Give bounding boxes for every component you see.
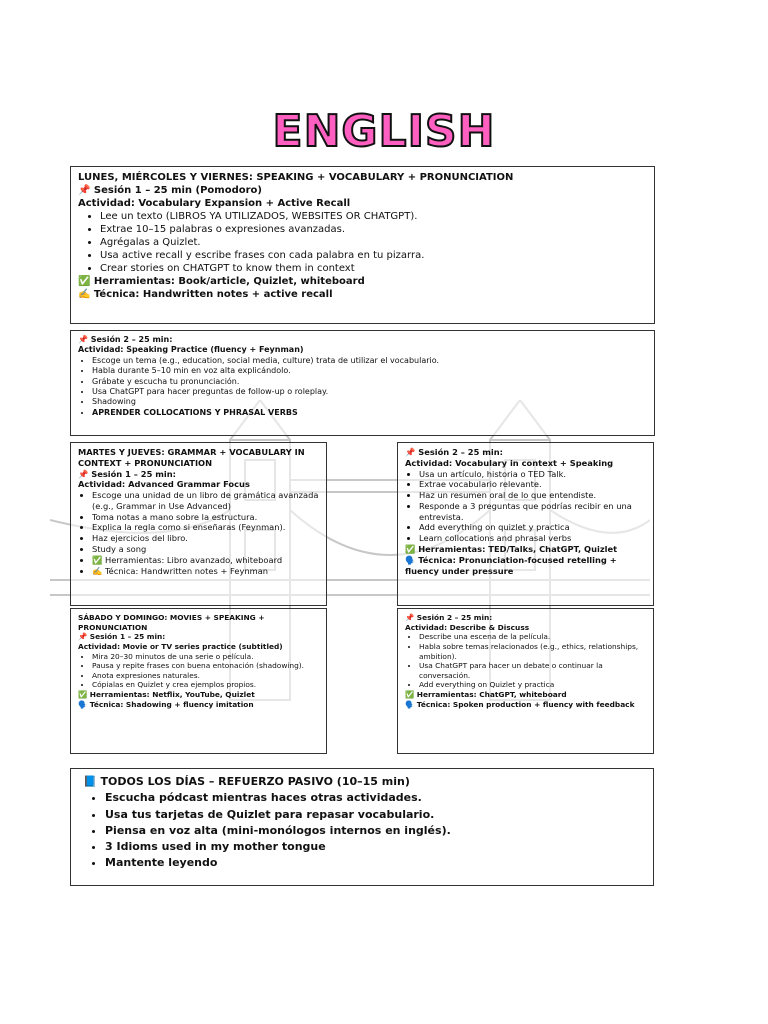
- daily-box: [70, 768, 654, 886]
- list-item: • Add everything on Quizlet y practica: [419, 680, 646, 690]
- list-item: • Usa ChatGPT para hacer preguntas de follow-up o roleplay.: [92, 387, 647, 397]
- daily-list: [83, 791, 641, 870]
- list-item: • Piensa en voz alta (mini-monólogos internos en inglés).: [105, 824, 641, 838]
- lmv-s1-session: 📌 Sesión 1 – 25 min (Pomodoro): [78, 185, 262, 196]
- lmv-s2-session: 📌 Sesión 2 – 25 min:: [78, 335, 173, 344]
- mj-session2-box: [397, 442, 654, 606]
- mj-session1-box: [70, 442, 327, 606]
- mj-s2-technique: 🗣️ Técnica: Pronunciation-focused retelling + fluency under pressure: [405, 554, 617, 576]
- lmv-s2-activity: Actividad: Speaking Practice (fluency + Feynman): [78, 345, 304, 355]
- list-item: • Usa un artículo, historia o TED Talk.: [419, 469, 646, 480]
- list-item: • Usa active recall y escribe frases con cada palabra en tu pizarra.: [100, 249, 647, 262]
- list-item: • Mantente leyendo: [105, 856, 641, 870]
- list-item: • Escucha pódcast mientras haces otras actividades.: [105, 791, 641, 805]
- page-title: ENGLISH: [272, 106, 496, 157]
- sd-session2-box: [397, 608, 654, 754]
- list-item: • Extrae 10–15 palabras o expresiones avanzadas.: [100, 223, 647, 236]
- list-item: • Habla durante 5–10 min en voz alta explicándolo.: [92, 366, 647, 376]
- list-item: • Haz ejercicios del libro.: [92, 533, 319, 544]
- mj-s2-activity: Actividad: Vocabulary in context + Speaking: [405, 457, 614, 468]
- list-item: • Mira 20–30 minutos de una serie o película.: [92, 652, 319, 662]
- list-item: • Escoge un tema (e.g., education, social media, culture) trata de utilizar el vocabulario.: [92, 356, 647, 366]
- list-item: • Responde a 3 preguntas que podrías recibir en una entrevista.: [419, 501, 646, 523]
- list-item: • Anota expresiones naturales.: [92, 671, 319, 681]
- sd-s1-session: 📌 Sesión 1 – 25 min:: [78, 632, 166, 642]
- sd-session1-box: [70, 608, 327, 754]
- list-item: • ✅ Herramientas: Libro avanzado, whiteboard: [92, 555, 319, 566]
- list-item: • Study a song: [92, 544, 319, 555]
- sd-s2-list: [405, 632, 646, 690]
- list-item: • Haz un resumen oral de lo que entendiste.: [419, 490, 646, 501]
- lmv-s1-activity: Actividad: Vocabulary Expansion + Active Recall: [78, 198, 351, 209]
- sd-s1-activity: Actividad: Movie or TV series practice (subtitled): [78, 641, 283, 651]
- sd-s1-tools: ✅ Herramientas: Netflix, YouTube, Quizlet: [78, 690, 255, 699]
- sd-s1-technique: 🗣️ Técnica: Shadowing + fluency imitation: [78, 699, 254, 709]
- lmv-s2-list: [78, 356, 647, 418]
- mj-s2-list: [405, 469, 646, 544]
- sd-s2-activity: Actividad: Describe & Discuss: [405, 622, 530, 632]
- list-item: • Grábate y escucha tu pronunciación.: [92, 377, 647, 387]
- sd-s2-tools: ✅ Herramientas: ChatGPT, whiteboard: [405, 690, 567, 699]
- lmv-session1-box: [70, 166, 655, 324]
- list-item: • Extrae vocabulario relevante.: [419, 479, 646, 490]
- list-item: • Learn collocations and phrasal verbs: [419, 533, 646, 544]
- mj-s1-session: 📌 Sesión 1 – 25 min:: [78, 468, 176, 479]
- mj-s1-activity: Actividad: Advanced Grammar Focus: [78, 479, 250, 490]
- list-item: • Escoge una unidad de un libro de gramática avanzada (e.g., Grammar in Use Advanced): [92, 490, 319, 512]
- list-item: • Crear stories on CHATGPT to know them in context: [100, 262, 647, 275]
- list-item: • Describe una escena de la película.: [419, 632, 646, 642]
- list-item: • ✍️ Técnica: Handwritten notes + Feynman: [92, 566, 319, 577]
- list-item: • Usa ChatGPT para hacer un debate o continuar la conversación.: [419, 661, 646, 680]
- list-item: • Explica la regla como si enseñaras (Feynman).: [92, 522, 319, 533]
- lmv-s1-list: [78, 210, 647, 275]
- lmv-s1-technique: ✍️ Técnica: Handwritten notes + active recall: [78, 289, 333, 300]
- lmv-header: LUNES, MIÉRCOLES Y VIERNES: SPEAKING + VOCABULARY + PRONUNCIATION: [78, 172, 514, 183]
- mj-s2-tools: ✅ Herramientas: TED/Talks, ChatGPT, Quizlet: [405, 544, 618, 555]
- daily-header: 📘 TODOS LOS DÍAS – REFUERZO PASIVO (10–15 min): [83, 775, 410, 788]
- list-item: • 3 Idioms used in my mother tongue: [105, 840, 641, 854]
- list-item: • Pausa y repite frases con buena entonación (shadowing).: [92, 661, 319, 671]
- lmv-s1-tools: ✅ Herramientas: Book/article, Quizlet, whiteboard: [78, 276, 365, 287]
- list-item: • Agrégalas a Quizlet.: [100, 236, 647, 249]
- sd-header: SÁBADO Y DOMINGO: MOVIES + SPEAKING + PRONUNCIATION: [78, 613, 265, 632]
- list-item: • Cópialas en Quizlet y crea ejemplos propios.: [92, 680, 319, 690]
- list-item: • Lee un texto (LIBROS YA UTILIZADOS, WEBSITES OR CHATGPT).: [100, 210, 647, 223]
- list-item: • APRENDER COLLOCATIONS Y PHRASAL VERBS: [92, 408, 647, 418]
- list-item: • Habla sobre temas relacionados (e.g., ethics, relationships, ambition).: [419, 642, 646, 661]
- list-item: • Usa tus tarjetas de Quizlet para repasar vocabulario.: [105, 808, 641, 822]
- mj-header: MARTES Y JUEVES: GRAMMAR + VOCABULARY IN CONTEXT + PRONUNCIATION: [78, 447, 305, 468]
- sd-s2-technique: 🗣️ Técnica: Spoken production + fluency with feedback: [405, 699, 635, 709]
- mj-s2-session: 📌 Sesión 2 – 25 min:: [405, 447, 503, 457]
- list-item: • Add everything on quizlet y practica: [419, 522, 646, 533]
- lmv-session2-box: [70, 330, 655, 436]
- sd-s1-list: [78, 652, 319, 691]
- sd-s2-session: 📌 Sesión 2 – 25 min:: [405, 613, 493, 622]
- list-item: • Toma notas a mano sobre la estructura.: [92, 512, 319, 523]
- mj-s1-list: [78, 490, 319, 576]
- list-item: • Shadowing: [92, 397, 647, 407]
